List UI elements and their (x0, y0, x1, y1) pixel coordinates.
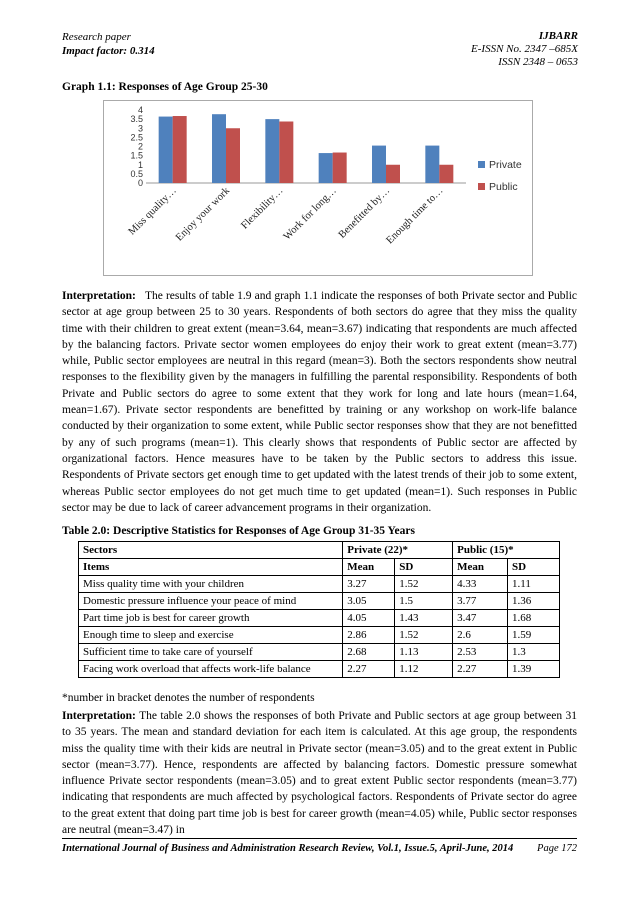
header-private-mean: Mean (343, 559, 395, 576)
y-tick-label: 3 (137, 123, 143, 134)
table-note: *number in bracket denotes the number of respondents (62, 692, 315, 704)
bar-public (333, 153, 347, 183)
bar-chart (103, 100, 533, 276)
page-header-right (471, 30, 578, 69)
item-cell: Miss quality time with your children (79, 576, 343, 593)
table-row (79, 610, 560, 627)
private-mean-cell: 2.27 (343, 661, 395, 678)
graph-title: Graph 1.1: Responses of Age Group 25-30 (62, 81, 268, 93)
bar-public (173, 116, 187, 183)
category-label: Benefitted by… (336, 185, 393, 241)
table-row (79, 593, 560, 610)
issn: ISSN 2348 – 0653 (498, 56, 578, 68)
item-cell: Facing work overload that affects work-life balance (79, 661, 343, 678)
e-issn: E-ISSN No. 2347 –685X (471, 43, 578, 55)
legend-label: Public (489, 181, 518, 193)
table-header-row (79, 542, 560, 559)
item-cell: Domestic pressure influence your peace of mind (79, 593, 343, 610)
public-mean-cell: 2.53 (453, 644, 508, 661)
public-mean-cell: 2.27 (453, 661, 508, 678)
public-mean-cell: 4.33 (453, 576, 508, 593)
category-label: Enough time to… (384, 185, 446, 247)
table-row (79, 627, 560, 644)
header-items: Items (79, 559, 343, 576)
category-label: Flexibility… (239, 185, 286, 232)
category-label: Enjoy your work (174, 185, 233, 244)
footer-journal: International Journal of Business and Administration Research Review, Vol.1, Issue.5, April-June, 2014 (62, 843, 514, 854)
y-tick-label: 2.5 (130, 132, 143, 143)
public-sd-cell: 1.3 (508, 644, 560, 661)
y-tick-label: 4 (137, 105, 143, 115)
private-mean-cell: 3.27 (343, 576, 395, 593)
paper-type: Research paper (62, 31, 131, 43)
public-sd-cell: 1.68 (508, 610, 560, 627)
private-mean-cell: 2.68 (343, 644, 395, 661)
y-tick-label: 1.5 (130, 150, 143, 161)
private-sd-cell: 1.52 (395, 627, 453, 644)
bar-public (439, 165, 453, 183)
bar-public (279, 121, 293, 183)
bar-private (372, 146, 386, 183)
public-sd-cell: 1.36 (508, 593, 560, 610)
interpretation-label: Interpretation: (62, 290, 136, 302)
page-number: Page 172 (537, 843, 577, 854)
category-label: Work for long… (281, 185, 339, 243)
item-cell: Enough time to sleep and exercise (79, 627, 343, 644)
private-mean-cell: 4.05 (343, 610, 395, 627)
private-sd-cell: 1.43 (395, 610, 453, 627)
bar-private (265, 119, 279, 183)
private-mean-cell: 2.86 (343, 627, 395, 644)
private-sd-cell: 1.52 (395, 576, 453, 593)
public-mean-cell: 3.77 (453, 593, 508, 610)
public-mean-cell: 3.47 (453, 610, 508, 627)
private-sd-cell: 1.5 (395, 593, 453, 610)
y-tick-label: 3.5 (130, 114, 143, 125)
bar-private (212, 114, 226, 183)
private-sd-cell: 1.13 (395, 644, 453, 661)
impact-factor: Impact factor: 0.314 (62, 45, 155, 57)
header-public-mean: Mean (453, 559, 508, 576)
page-footer (62, 843, 577, 854)
y-tick-label: 0 (137, 178, 143, 188)
bar-public (386, 165, 400, 183)
bar-private (425, 146, 439, 183)
item-cell: Part time job is best for career growth (79, 610, 343, 627)
public-mean-cell: 2.6 (453, 627, 508, 644)
table-row (79, 644, 560, 661)
public-sd-cell: 1.39 (508, 661, 560, 678)
journal-abbrev: IJBARR (538, 30, 578, 42)
y-tick-label: 1 (137, 159, 143, 170)
legend-swatch (478, 183, 485, 190)
interpretation-text: The table 2.0 shows the responses of both Private and Public sectors at age group between 31 to 35 years. The mean and standard deviation for each item is calculated. At this age group, the respondents miss the quality time with their kids are neutral in Private sector (mean=3.05) and to the great extent in Public sector (mean=3.77). Hence, respondents are affected by balancing factors. Domestic pressure somewhat influence Private sector respondents (mean=3.05) and to great extent Public sector respondents (mean=3.77) indicating that respondents are much affected by psychological factors. Respondents of Private sector do agree to the great extent that doing part time job is best for career growth (mean=4.05) while, Public sector responses are neutral (mean=3.47) in (62, 710, 577, 837)
table-row (79, 576, 560, 593)
interpretation-paragraph-2 (62, 708, 577, 838)
public-sd-cell: 1.59 (508, 627, 560, 644)
header-private-sd: SD (395, 559, 453, 576)
header-public: Public (15)* (453, 542, 560, 559)
private-mean-cell: 3.05 (343, 593, 395, 610)
table-row (79, 661, 560, 678)
interpretation-label: Interpretation: (62, 710, 136, 722)
interpretation-paragraph-1 (62, 288, 577, 516)
private-sd-cell: 1.12 (395, 661, 453, 678)
table-subheader-row (79, 559, 560, 576)
legend-label: Private (489, 159, 522, 171)
table-title: Table 2.0: Descriptive Statistics for Responses of Age Group 31-35 Years (62, 525, 415, 537)
header-public-sd: SD (508, 559, 560, 576)
interpretation-text: The results of table 1.9 and graph 1.1 indicate the responses of both Private sector and Public sector at age group between 25 to 30 years. Respondents of both sectors do agree that they miss the quality time with their children to great extent (mean=3.64, mean=3.67) indicating that respondents are much affected by the balancing factors. Private sector women employees do enjoy their work to great extent (mean=3.77) while, Public sector employees are neutral in this regard (mean=3). Both the sectors respondents show neutral responses to the flexibility given by the managers in fulfilling the parental responsibility. Respondents of both Private and Public sectors do agree to some extent that they work for long and late hours (mean=1.64, mean=1.67). Private sector respondents are benefitted by training or any workshop on work-life balance conducted by their organization to some extent, while Public sector responses show that they are not benefitted by any of such programs (mean=1). This clearly shows that respondents of Public sector are affected by organizational factors. Hence measures have to be taken by the Public sectors to address this issue. Respondents of Private sectors get enough time to get updated with the latest trends of their job to some extent, whereas Public sector employees do not get much time to get updated (mean=1). Such responses in Public sector may be due to lack of career advancement programs in their organization. (62, 290, 577, 514)
category-label: Miss quality… (126, 185, 179, 238)
bar-public (226, 128, 240, 183)
y-tick-label: 0.5 (130, 168, 143, 179)
bar-private (319, 153, 333, 183)
page-header-left (62, 30, 155, 58)
footer-divider (62, 838, 577, 839)
public-sd-cell: 1.11 (508, 576, 560, 593)
descriptive-stats-table (78, 541, 560, 678)
bar-private (159, 117, 173, 183)
legend-swatch (478, 161, 485, 168)
item-cell: Sufficient time to take care of yourself (79, 644, 343, 661)
chart-svg (104, 101, 532, 275)
y-tick-label: 2 (137, 141, 143, 152)
header-private: Private (22)* (343, 542, 453, 559)
header-sectors: Sectors (79, 542, 343, 559)
